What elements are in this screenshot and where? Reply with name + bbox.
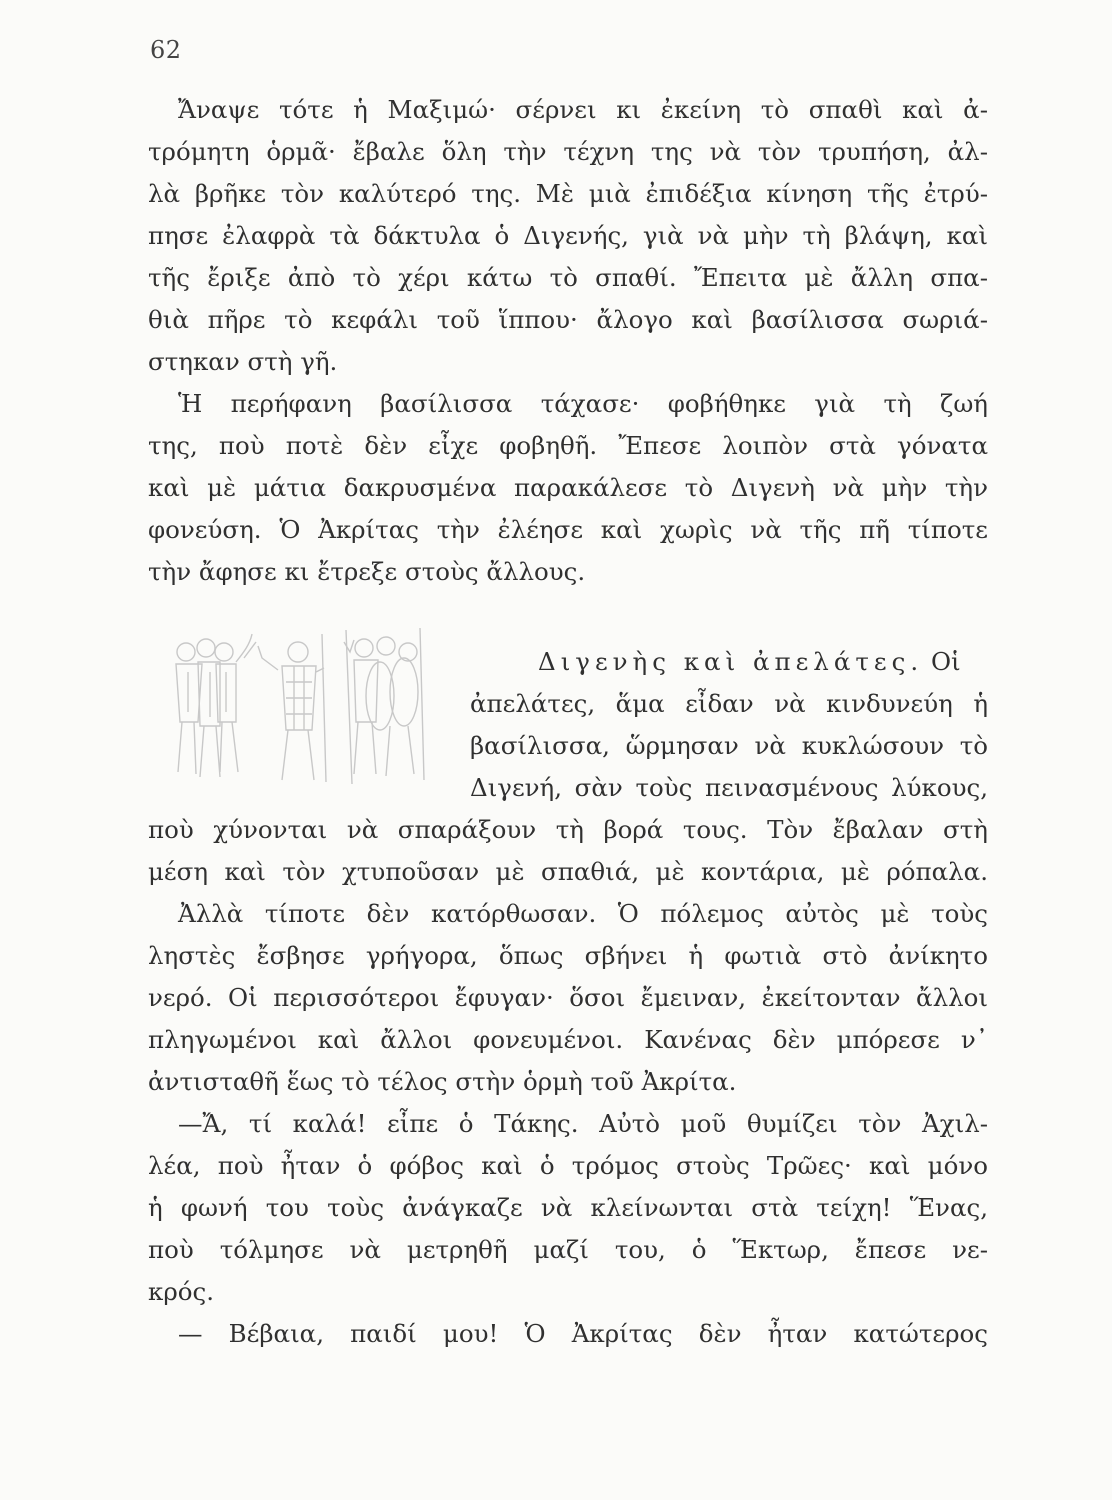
section-first-line xyxy=(538,646,988,678)
text-line: φονεύση. Ὁ Ἀκρίτας τὴν ἐλέησε καὶ χωρὶς νὰ τῆς πῆ τίποτε xyxy=(148,515,988,544)
text-line: ἀντισταθῆ ἕως τὸ τέλος στὴν ὁρμὴ τοῦ Ἀκρίτα. xyxy=(148,1067,737,1096)
text-line: —Ἄ, τί καλά! εἶπε ὁ Τάκης. Αὐτὸ μοῦ θυμίζει τὸν Ἀχιλ- xyxy=(178,1109,988,1138)
text-line: ληστὲς ἔσβησε γρήγορα, ὅπως σβήνει ἡ φωτιὰ στὸ ἀνίκητο xyxy=(148,941,988,970)
text-line: ποὺ τόλμησε νὰ μετρηθῆ μαζί του, ὁ Ἕκτωρ, ἔπεσε νε- xyxy=(148,1235,988,1264)
text-line: Ἀλλὰ τίποτε δὲν κατόρθωσαν. Ὁ πόλεμος αὐτὸς μὲ τοὺς xyxy=(178,899,988,928)
text-line: καὶ μὲ μάτια δακρυσμένα παρακάλεσε τὸ Διγενὴ νὰ μὴν τὴν xyxy=(148,473,988,502)
text-line: νερό. Οἱ περισσότεροι ἔφυγαν· ὅσοι ἔμειναν, ἐκείτονταν ἄλλοι xyxy=(148,983,988,1012)
text-line: τῆς ἔριξε ἀπὸ τὸ χέρι κάτω τὸ σπαθί. Ἔπειτα μὲ ἄλλη σπα- xyxy=(148,263,988,292)
text-line: θιὰ πῆρε τὸ κεφάλι τοῦ ἵππου· ἄλογο καὶ βασίλισσα σωριά- xyxy=(148,305,988,334)
section-first-line-rest: Οἱ xyxy=(930,647,961,676)
text-line: λὰ βρῆκε τὸν καλύτερό της. Μὲ μιὰ ἐπιδέξια κίνηση τῆς ἐτρύ- xyxy=(148,179,988,208)
text-line: λέα, ποὺ ἦταν ὁ φόβος καὶ ὁ τρόμος στοὺς Τρῶες· καὶ μόνο xyxy=(148,1151,988,1180)
text-line: τρόμητη ὁρμᾶ· ἔβαλε ὅλη τὴν τέχνη της νὰ τὸν τρυπήση, ἀλ- xyxy=(148,137,988,166)
text-line: κρός. xyxy=(148,1277,214,1306)
text-line: πησε ἐλαφρὰ τὰ δάκτυλα ὁ Διγενής, γιὰ νὰ μὴν τὴ βλάψη, καὶ xyxy=(148,221,988,250)
text-line: τὴν ἄφησε κι ἔτρεξε στοὺς ἄλλους. xyxy=(148,557,586,586)
text-line: της, ποὺ ποτὲ δὲν εἶχε φοβηθῆ. Ἔπεσε λοιπὸν στὰ γόνατα xyxy=(148,431,988,460)
text-line: πληγωμένοι καὶ ἄλλοι φονευμένοι. Κανένας δὲν μπόρεσε ν᾽ xyxy=(148,1025,988,1054)
text-line: μέση καὶ τὸν χτυποῦσαν μὲ σπαθιά, μὲ κοντάρια, μὲ ρόπαλα. xyxy=(148,857,988,886)
text-line: Ἄναψε τότε ἡ Μαξιμώ· σέρνει κι ἐκείνη τὸ σπαθὶ καὶ ἀ- xyxy=(178,95,988,124)
page-number: 62 xyxy=(150,36,182,64)
text-line: Διγενή, σὰν τοὺς πεινασμένους λύκους, xyxy=(470,773,988,802)
text-line: βασίλισσα, ὥρμησαν νὰ κυκλώσουν τὸ xyxy=(470,731,988,760)
text-line: Ἡ περήφανη βασίλισσα τάχασε· φοβήθηκε γιὰ τὴ ζωή xyxy=(178,389,988,418)
warriors-drawing xyxy=(158,622,458,792)
text-line: ποὺ χύνονται νὰ σπαράξουν τὴ βορά τους. Τὸν ἔβαλαν στὴ xyxy=(148,815,988,844)
text-line: — Βέβαια, παιδί μου! Ὁ Ἀκρίτας δὲν ἦταν κατώτερος xyxy=(178,1319,988,1348)
warriors-illustration xyxy=(158,622,458,792)
text-line: ἡ φωνή του τοὺς ἀνάγκαζε νὰ κλείνωνται στὰ τείχη! Ἕνας, xyxy=(148,1193,988,1222)
text-line: στηκαν στὴ γῆ. xyxy=(148,347,338,376)
section-heading: Διγενὴς καὶ ἀπελάτες. xyxy=(538,647,924,676)
text-line: ἀπελάτες, ἅμα εἶδαν νὰ κινδυνεύη ἡ xyxy=(470,689,988,718)
